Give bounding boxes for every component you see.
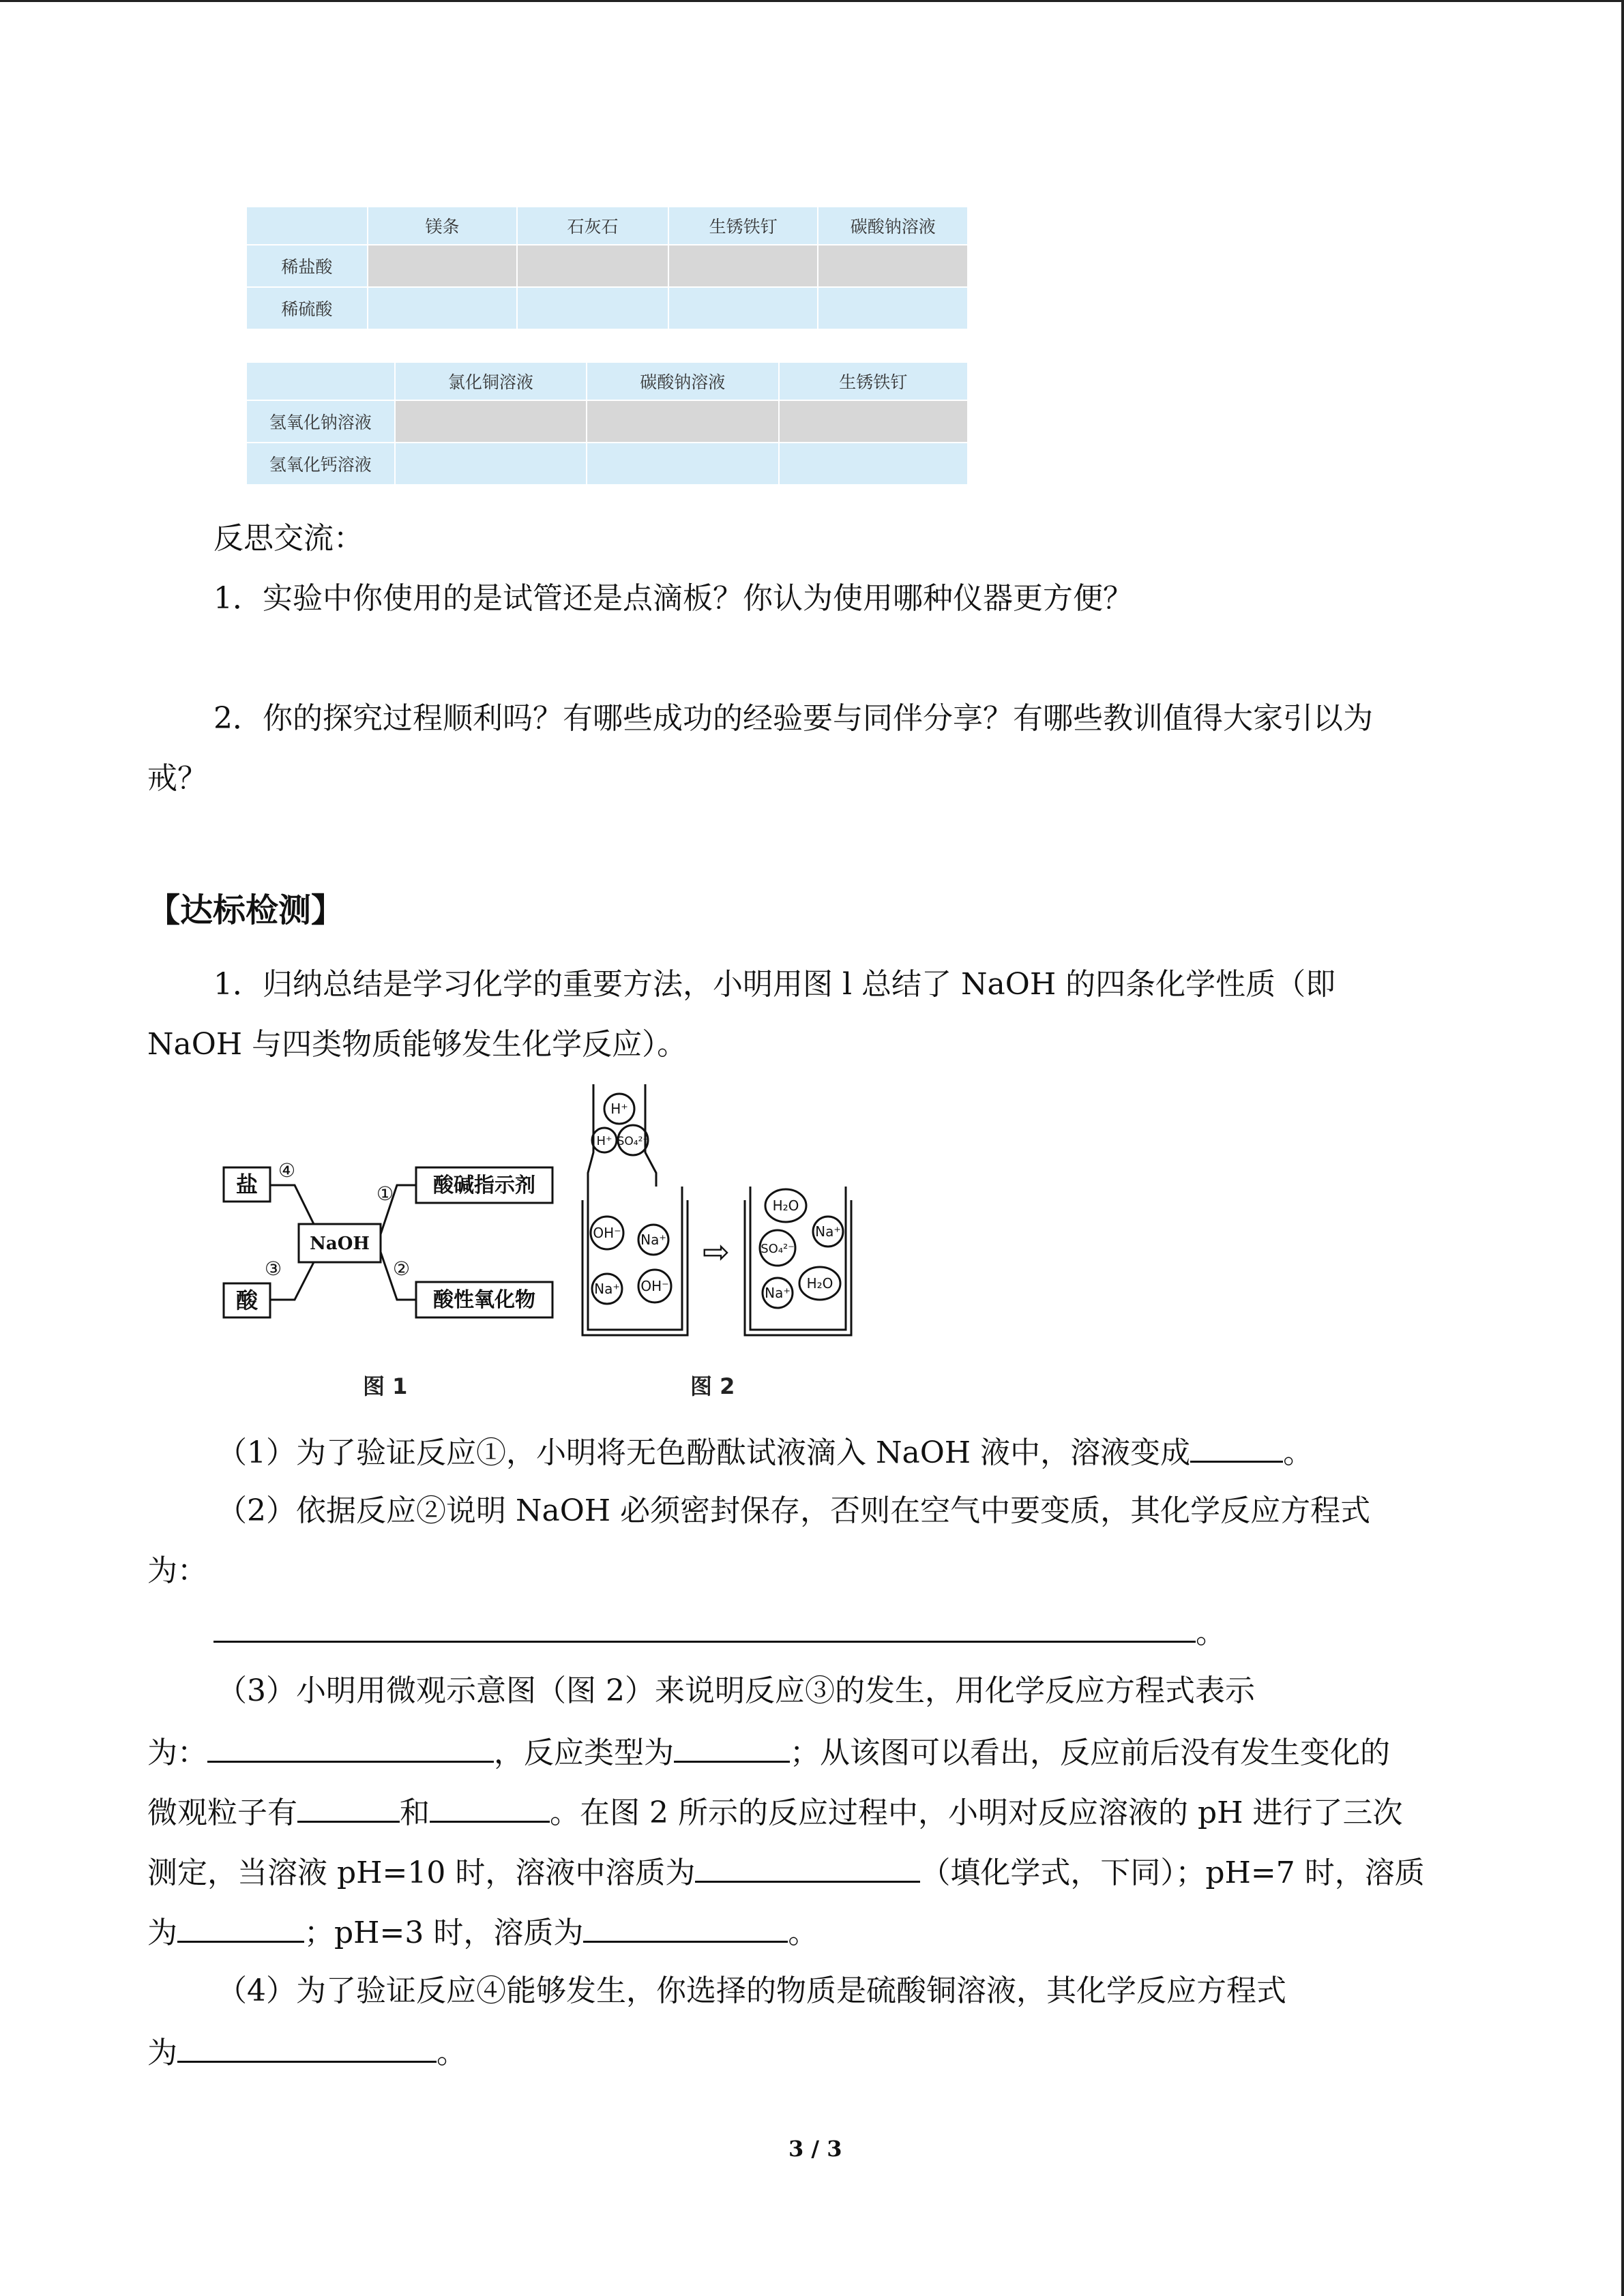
table1-row (246, 245, 968, 287)
base-reaction-table (246, 361, 969, 486)
question-3: （3）小明用微观示意图（图 2）来说明反应③的发生，用化学反应方程式表示 (217, 1673, 1255, 1708)
table2-cell: 氢氧化钠溶液 (246, 400, 395, 443)
q3-l3a: 微观粒子有 (147, 1795, 297, 1830)
question-3-line-4 (147, 1851, 1425, 1894)
reaction-2-label: ② (393, 1257, 411, 1280)
table1-cell: 稀盐酸 (246, 245, 368, 287)
ion-h-top: H⁺ (610, 1101, 628, 1117)
reaction-3-label: ③ (265, 1257, 282, 1280)
table2-cell[interactable] (395, 443, 587, 485)
ion-oh-left-2: OH⁻ (640, 1278, 669, 1294)
ion-so4-right: SO₄²⁻ (761, 1242, 795, 1256)
reflection-question-2-cont: 戒？ (147, 761, 207, 796)
question-4: （4）为了验证反应④能够发生，你选择的物质是硫酸铜溶液，其化学反应方程式 (217, 1973, 1286, 2008)
table1-cell (246, 207, 368, 245)
ion-so4-top: SO₄²⁻ (617, 1135, 649, 1148)
q4-l2b: 。 (437, 2036, 467, 2070)
q4-l2a: 为 (147, 2036, 177, 2070)
question-2-end: 。 (1196, 1615, 1226, 1650)
table2-row (246, 443, 968, 485)
ion-oh-left-1: OH⁻ (593, 1225, 621, 1241)
page-top-border (0, 0, 1624, 2)
naoh-label: NaOH (310, 1234, 370, 1254)
table1-cell[interactable] (368, 245, 518, 287)
ion-na-right-2: Na⁺ (765, 1285, 791, 1301)
reaction-4-label: ④ (278, 1159, 296, 1182)
answer-blank-equation-2[interactable] (213, 1611, 1196, 1643)
q3-l5b: ；pH=3 时，溶质为 (304, 1915, 584, 1950)
indicator-label: 酸碱指示剂 (433, 1174, 535, 1197)
question-3-line-3 (147, 1791, 1402, 1834)
q3-l2c: ；从该图可以看出，反应前后没有发生变化的 (790, 1735, 1390, 1770)
page-number: 3 / 3 (788, 2136, 842, 2162)
ion-na-right-1: Na⁺ (815, 1223, 841, 1240)
table1-cell[interactable] (668, 245, 818, 287)
question-1-text: （1）为了验证反应①，小明将无色酚酞试液滴入 NaOH 液中，溶液变成 (217, 1435, 1191, 1470)
table2-cell[interactable] (779, 400, 969, 443)
q3-l4a: 测定，当溶液 pH=10 时，溶液中溶质为 (147, 1855, 696, 1890)
oxide-label: 酸性氧化物 (433, 1288, 535, 1312)
table1-cell: 石灰石 (517, 207, 668, 245)
acid-reaction-table (246, 206, 969, 330)
question-2-cont: 为： (147, 1553, 207, 1588)
q3-l2a: 为： (147, 1735, 207, 1770)
problem-1-intro-cont: NaOH 与四类物质能够发生化学反应）。 (147, 1027, 688, 1062)
table1-cell[interactable] (517, 287, 668, 329)
figure-1-caption: 图 1 (363, 1373, 408, 1399)
answer-blank-ph10[interactable] (695, 1851, 920, 1883)
section-heading: 【达标检测】 (147, 891, 344, 929)
page-right-border (1621, 0, 1624, 2296)
q3-l3c: 。在图 2 所示的反应过程中，小明对反应溶液的 pH 进行了三次 (550, 1795, 1403, 1830)
answer-blank-equation-4[interactable] (177, 2031, 437, 2063)
answer-blank-ph7[interactable] (177, 1911, 304, 1943)
table2-cell: 碳酸钠溶液 (587, 362, 778, 400)
mol-h2o-right-2: H₂O (806, 1275, 833, 1292)
table1-row (246, 287, 968, 329)
table2-row (246, 400, 968, 443)
table2-cell[interactable] (395, 400, 587, 443)
answer-blank-reaction-type[interactable] (674, 1731, 790, 1763)
table2-cell[interactable] (779, 443, 969, 485)
table1-cell[interactable] (818, 245, 968, 287)
figure-2-micro-diagram (580, 1084, 866, 1337)
table2-cell (246, 362, 395, 400)
table1-cell[interactable] (818, 287, 968, 329)
question-3-line-5 (147, 1911, 818, 1954)
table2-cell: 氢氧化钙溶液 (246, 443, 395, 485)
reflection-question-2: 2．你的探究过程顺利吗？有哪些成功的经验要与同伴分享？有哪些教训值得大家引以为 (213, 701, 1373, 736)
answer-blank-particle-1[interactable] (297, 1791, 400, 1823)
ion-h-left: H⁺ (596, 1134, 612, 1148)
reflection-question-1: 1．实验中你使用的是试管还是点滴板？你认为使用哪种仪器更方便？ (213, 581, 1133, 616)
answer-blank-particle-2[interactable] (430, 1791, 550, 1823)
answer-blank-ph3[interactable] (583, 1911, 788, 1943)
table2-cell: 氯化铜溶液 (395, 362, 587, 400)
question-1 (217, 1431, 1313, 1474)
q3-l5c: 。 (788, 1915, 818, 1950)
table1-cell: 生锈铁钉 (668, 207, 818, 245)
question-4-line-2 (147, 2031, 467, 2074)
q3-l4b: （填化学式，下同）；pH=7 时，溶质 (920, 1855, 1425, 1890)
figure-2-caption: 图 2 (690, 1373, 735, 1399)
answer-blank-color[interactable] (1190, 1431, 1283, 1463)
ion-na-left-1: Na⁺ (640, 1232, 666, 1248)
table1-header-row (246, 207, 968, 245)
table1-cell[interactable] (668, 287, 818, 329)
question-2: （2）依据反应②说明 NaOH 必须密封保存，否则在空气中要变质，其化学反应方程式 (217, 1493, 1371, 1528)
reaction-1-label: ① (377, 1182, 394, 1205)
question-2-answer-line (213, 1611, 1226, 1654)
table1-cell[interactable] (517, 245, 668, 287)
table1-cell[interactable] (368, 287, 518, 329)
answer-blank-equation-3[interactable] (207, 1731, 494, 1763)
table2-cell[interactable] (587, 443, 778, 485)
table2-cell[interactable] (587, 400, 778, 443)
q3-l3b: 和 (400, 1795, 430, 1830)
table1-cell: 镁条 (368, 207, 518, 245)
salt-label: 盐 (235, 1172, 259, 1197)
mol-h2o-right-1: H₂O (772, 1197, 799, 1214)
q3-l5a: 为 (147, 1915, 177, 1950)
reflection-title: 反思交流： (213, 521, 364, 556)
q3-l2b: ，反应类型为 (494, 1735, 674, 1770)
reaction-arrow: ⇨ (702, 1233, 730, 1271)
table2-header-row (246, 362, 968, 400)
question-1-end: 。 (1283, 1435, 1314, 1470)
table1-cell: 稀硫酸 (246, 287, 368, 329)
table1-cell: 碳酸钠溶液 (818, 207, 968, 245)
figure-1-naoh-diagram (218, 1152, 559, 1343)
table2-cell: 生锈铁钉 (779, 362, 969, 400)
problem-1-intro: 1．归纳总结是学习化学的重要方法，小明用图 l 总结了 NaOH 的四条化学性质（即 (213, 967, 1336, 1002)
acid-label: 酸 (235, 1287, 259, 1313)
ion-na-left-2: Na⁺ (594, 1281, 620, 1297)
question-3-line-2 (147, 1731, 1390, 1774)
